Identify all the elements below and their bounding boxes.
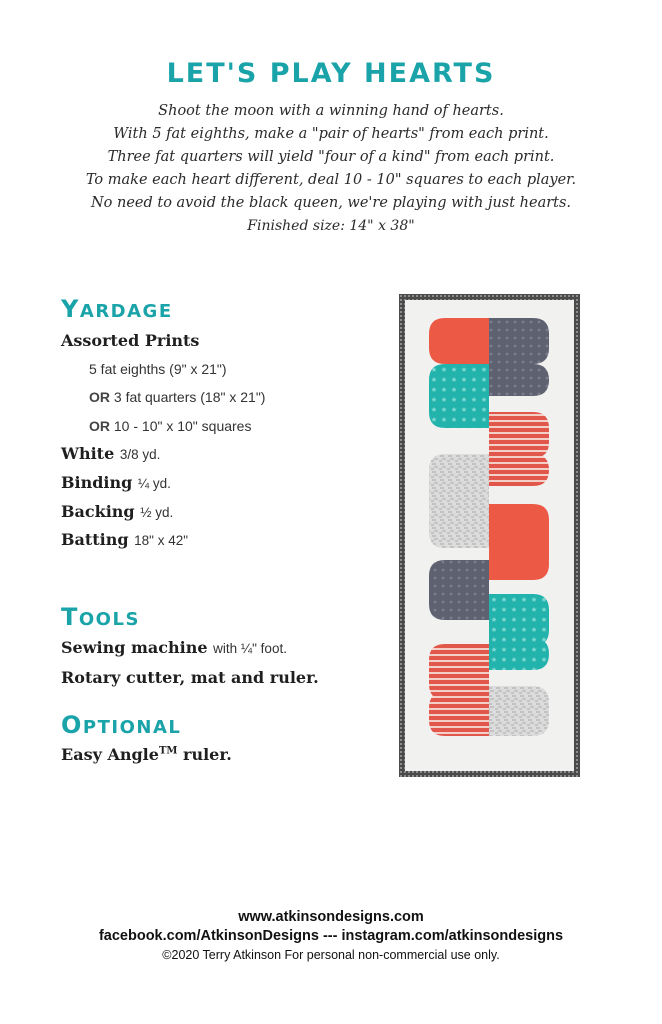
binding-amount: ¼ yd.	[137, 476, 171, 491]
intro-line: Shoot the moon with a winning hand of hearts.	[158, 103, 504, 119]
sewing-note: with ¼" foot.	[213, 641, 287, 656]
tools-heading-cap: T	[61, 603, 79, 631]
option-fat-quarters	[89, 389, 265, 405]
sewing-label: Sewing machine	[61, 638, 208, 657]
binding-row	[61, 473, 171, 492]
option-fat-eighths: 5 fat eighths (9" x 21")	[89, 361, 227, 377]
yardage-heading	[61, 295, 173, 323]
option-squares-text: 10 - 10" x 10" squares	[113, 418, 252, 434]
backing-row	[61, 502, 173, 521]
intro-line: No need to avoid the black queen, we're playing with just hearts.	[90, 195, 572, 211]
heart-3	[429, 454, 489, 548]
intro-line: With 5 fat eighths, make a "pair of hearts" from each print.	[113, 126, 549, 142]
yardage-heading-cap: Y	[61, 295, 80, 323]
yardage-heading-rest: ARDAGE	[79, 301, 173, 322]
page-title: LET'S PLAY HEARTS	[166, 58, 496, 89]
or-label: OR	[89, 418, 110, 434]
option-squares	[89, 418, 251, 434]
easy-angle-row	[61, 745, 232, 764]
intro-line: To make each heart different, deal 10 - 10" squares to each player.	[85, 172, 577, 188]
intro-text	[0, 100, 662, 215]
rotary-row: Rotary cutter, mat and ruler.	[61, 668, 319, 687]
backing-amount: ½ yd.	[140, 505, 174, 520]
white-amount: 3/8 yd.	[119, 447, 161, 462]
copyright-text: ©2020 Terry Atkinson For personal non-commercial use only.	[162, 948, 500, 962]
website-link[interactable]: www.atkinsondesigns.com	[238, 909, 424, 925]
optional-heading-rest: PTIONAL	[82, 717, 182, 738]
batting-row	[61, 530, 188, 549]
tools-heading	[61, 603, 140, 631]
binding-label: Binding	[61, 473, 133, 492]
assorted-prints-label: Assorted Prints	[61, 331, 200, 350]
white-label: White	[61, 444, 115, 463]
optional-heading	[61, 711, 181, 739]
tools-heading-rest: OOLS	[78, 609, 140, 630]
sewing-row	[61, 638, 287, 657]
option-fat-quarters-text: 3 fat quarters (18" x 21")	[113, 389, 266, 405]
quilt-image	[399, 294, 580, 777]
trademark: TM	[158, 745, 178, 757]
batting-label: Batting	[61, 530, 129, 549]
finished-size: Finished size: 14" x 38"	[247, 218, 415, 234]
easy-angle-label: Easy Angle	[61, 745, 159, 764]
batting-amount: 18" x 42"	[134, 533, 189, 548]
backing-label: Backing	[61, 502, 135, 521]
intro-line: Three fat quarters will yield "four of a kind" from each print.	[107, 149, 555, 165]
heart-4	[489, 504, 549, 580]
optional-heading-cap: O	[61, 711, 83, 739]
or-label: OR	[89, 389, 110, 405]
white-row	[61, 444, 160, 463]
social-links[interactable]: facebook.com/AtkinsonDesigns --- instagram.com/atkinsondesigns	[98, 928, 564, 944]
ruler-label: ruler.	[177, 745, 232, 764]
